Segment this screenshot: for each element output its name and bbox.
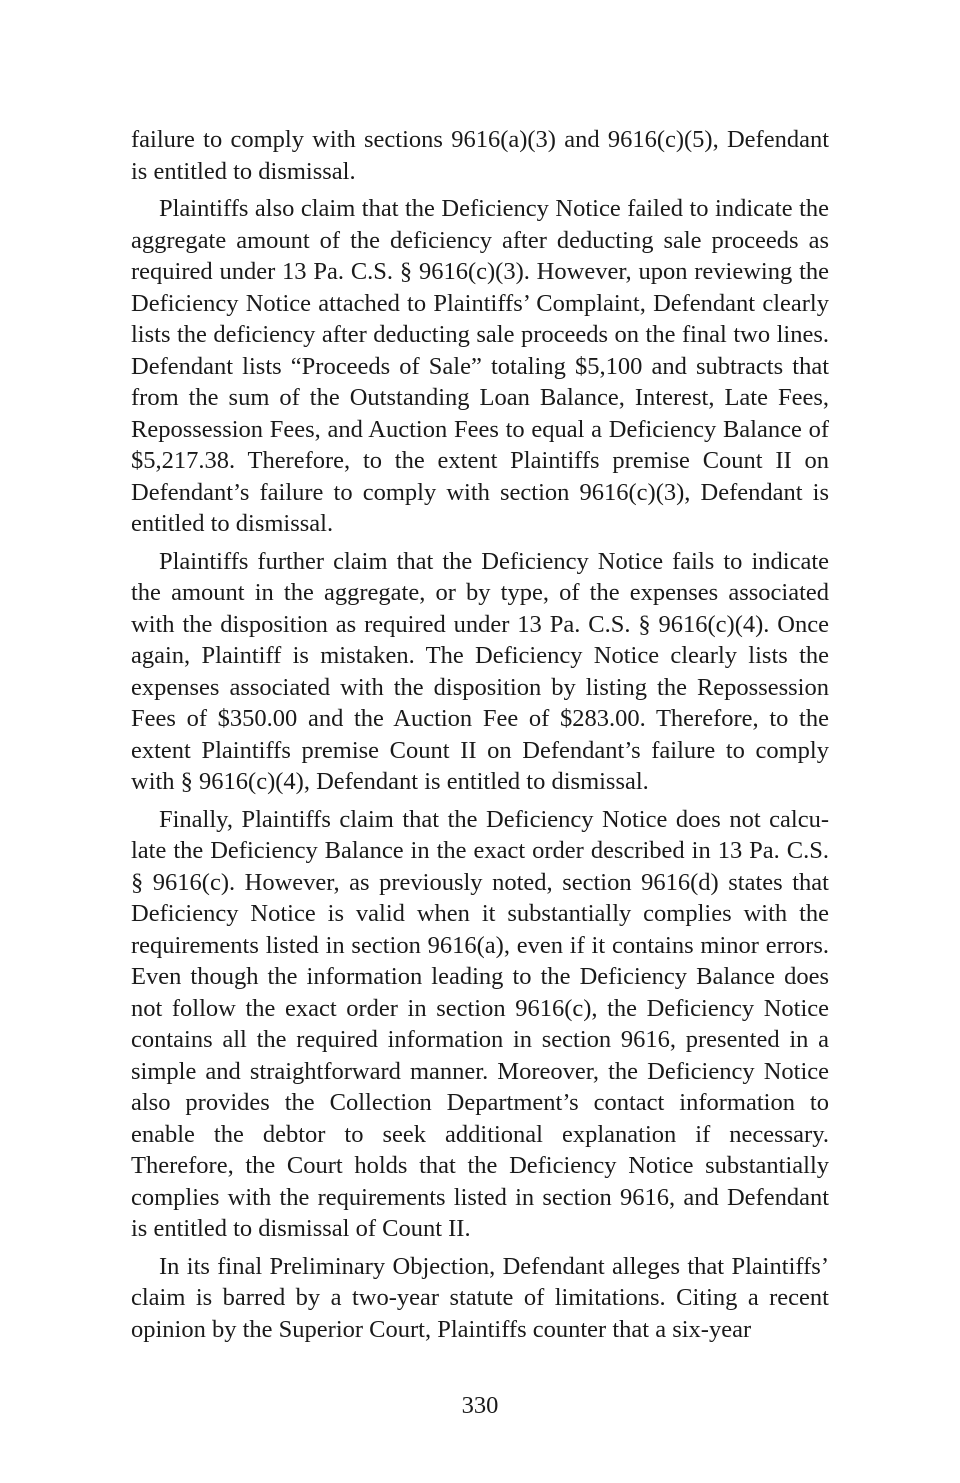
page-number: 330 (461, 1392, 499, 1419)
body-text (131, 124, 829, 1351)
paragraph-sale-proceeds: Plaintiffs also claim that the Deficiency Notice failed to indicate the aggregate amount of the deficiency after deducting sale proceeds as required under 13 Pa. C.S. § 9616(c)(3). However, upon reviewing the Deficiency Notice attached to Plaintiffs’ Complaint, Defendant clearly lists the deficiency after deducting sale proceeds on the final two lines. Defendant lists “Proceeds of Sale” totaling $5,100 and subtracts that from the sum of the Outstanding Loan Balance, Interest, Late Fees, Repossession Fees, and Auction Fees to equal a Deficiency Balance of $5,217.38. Therefore, to the extent Plaintiffs premise Count II on Defendant’s failure to comply with section 9616(c)(3), Defendant is entitled to dismissal. (131, 195, 829, 537)
paragraph-statute-of-limitations: In its final Preliminary Objection, Defendant alleges that Plaintiffs’ claim is barred by a two-year statute of limitations. Citing a recent opinion by the Superior Court, Plaintiffs counter that a six-year (131, 1252, 829, 1343)
paragraph-calculation-order: Finally, Plaintiffs claim that the Deficiency Notice does not calculate the Deficiency Balance in the exact order described in 13 Pa. C.S. § 9616(c). However, as previously noted, section 9616(d) states that Deficiency Notice is valid when it substantially complies with the requirements listed in section 9616(a), even if it contains minor errors. Even though the information leading to the Deficiency Balance does not follow the exact order in section 9616(c), the Deficiency Notice contains all the required information in section 9616, presented in a simple and straightforward manner. Moreover, the Deficiency Notice also provides the Collection Department’s contact information to enable the debtor to seek additional explanation if necessary. Therefore, the Court holds that the Deficiency Notice substantially complies with the requirements listed in section 9616, and Defendant is entitled to dismissal of Count II. (131, 805, 829, 1242)
paragraph-expenses: Plaintiffs further claim that the Deficiency Notice fails to indicate the amount in the aggregate, or by type, of the expenses associated with the disposition as required under 13 Pa. C.S. § 9616(c)(4). Once again, Plaintiff is mistaken. The Deficiency Notice clearly lists the expenses associated with the disposition by listing the Repossession Fees of $350.00 and the Auction Fee of $283.00. Therefore, to the extent Plaintiffs premise Count II on Defendant’s failure to comply with § 9616(c)(4), Defendant is entitled to dismissal. (131, 547, 829, 795)
paragraph-continued: failure to comply with sections 9616(a)(3) and 9616(c)(5), Defendant is entitled to dismissal. (131, 126, 829, 185)
